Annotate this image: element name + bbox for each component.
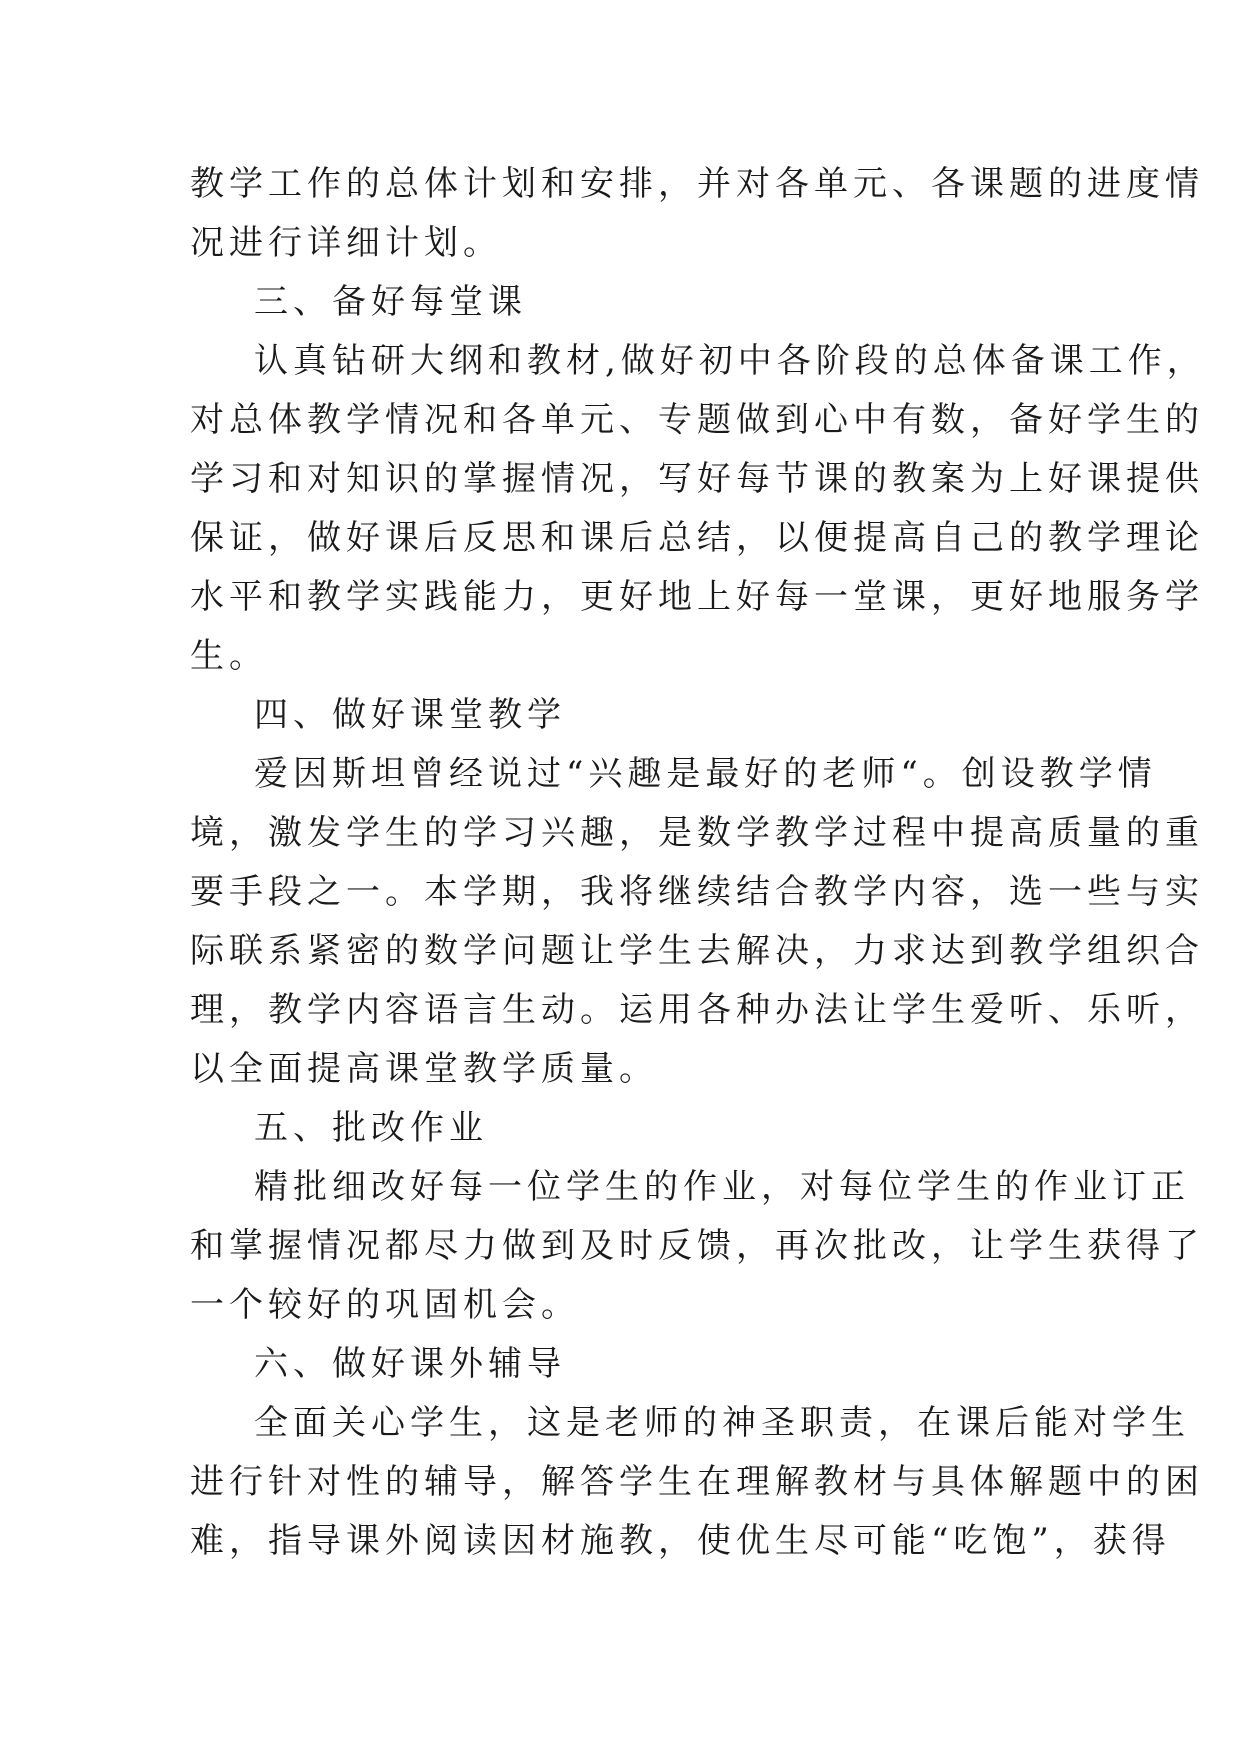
section-heading: 六、做好课外辅导: [254, 1344, 566, 1384]
body-line: 爱因斯坦曾经说过“兴趣是最好的老师“。创设教学情: [254, 754, 1157, 794]
section-heading: 三、备好每堂课: [254, 282, 527, 322]
section-heading: 五、批改作业: [254, 1108, 488, 1148]
body-line: 教学工作的总体计划和安排，并对各单元、各课题的进度情: [190, 164, 1204, 204]
body-line: 水平和教学实践能力，更好地上好每一堂课，更好地服务学: [190, 577, 1204, 617]
body-line: 全面关心学生，这是老师的神圣职责，在课后能对学生: [254, 1403, 1190, 1443]
body-line: 难，指导课外阅读因材施教，使优生尽可能“吃饱”，获得: [190, 1521, 1171, 1561]
body-line: 以全面提高课堂教学质量。: [190, 1049, 658, 1089]
body-line: 生。: [190, 636, 268, 676]
body-line: 保证，做好课后反思和课后总结，以便提高自己的教学理论: [190, 518, 1204, 558]
section-heading: 四、做好课堂教学: [254, 695, 566, 735]
body-line: 对总体教学情况和各单元、专题做到心中有数，备好学生的: [190, 400, 1204, 440]
body-line: 进行针对性的辅导，解答学生在理解教材与具体解题中的困: [190, 1462, 1204, 1502]
body-line: 认真钻研大纲和教材,做好初中各阶段的总体备课工作，: [254, 341, 1206, 381]
body-line: 况进行详细计划。: [190, 223, 502, 263]
body-line: 境，激发学生的学习兴趣，是数学教学过程中提高质量的重: [190, 813, 1204, 853]
body-line: 际联系紧密的数学问题让学生去解决，力求达到教学组织合: [190, 931, 1204, 971]
document-body: [190, 155, 1206, 1571]
body-line: 和掌握情况都尽力做到及时反馈，再次批改，让学生获得了: [190, 1226, 1204, 1266]
body-line: 精批细改好每一位学生的作业，对每位学生的作业订正: [254, 1167, 1190, 1207]
body-line: 学习和对知识的掌握情况，写好每节课的教案为上好课提供: [190, 459, 1204, 499]
body-line: 一个较好的巩固机会。: [190, 1285, 580, 1325]
body-line: 要手段之一。本学期，我将继续结合教学内容，选一些与实: [190, 872, 1204, 912]
body-line: 理，教学内容语言生动。运用各种办法让学生爱听、乐听，: [190, 990, 1204, 1030]
